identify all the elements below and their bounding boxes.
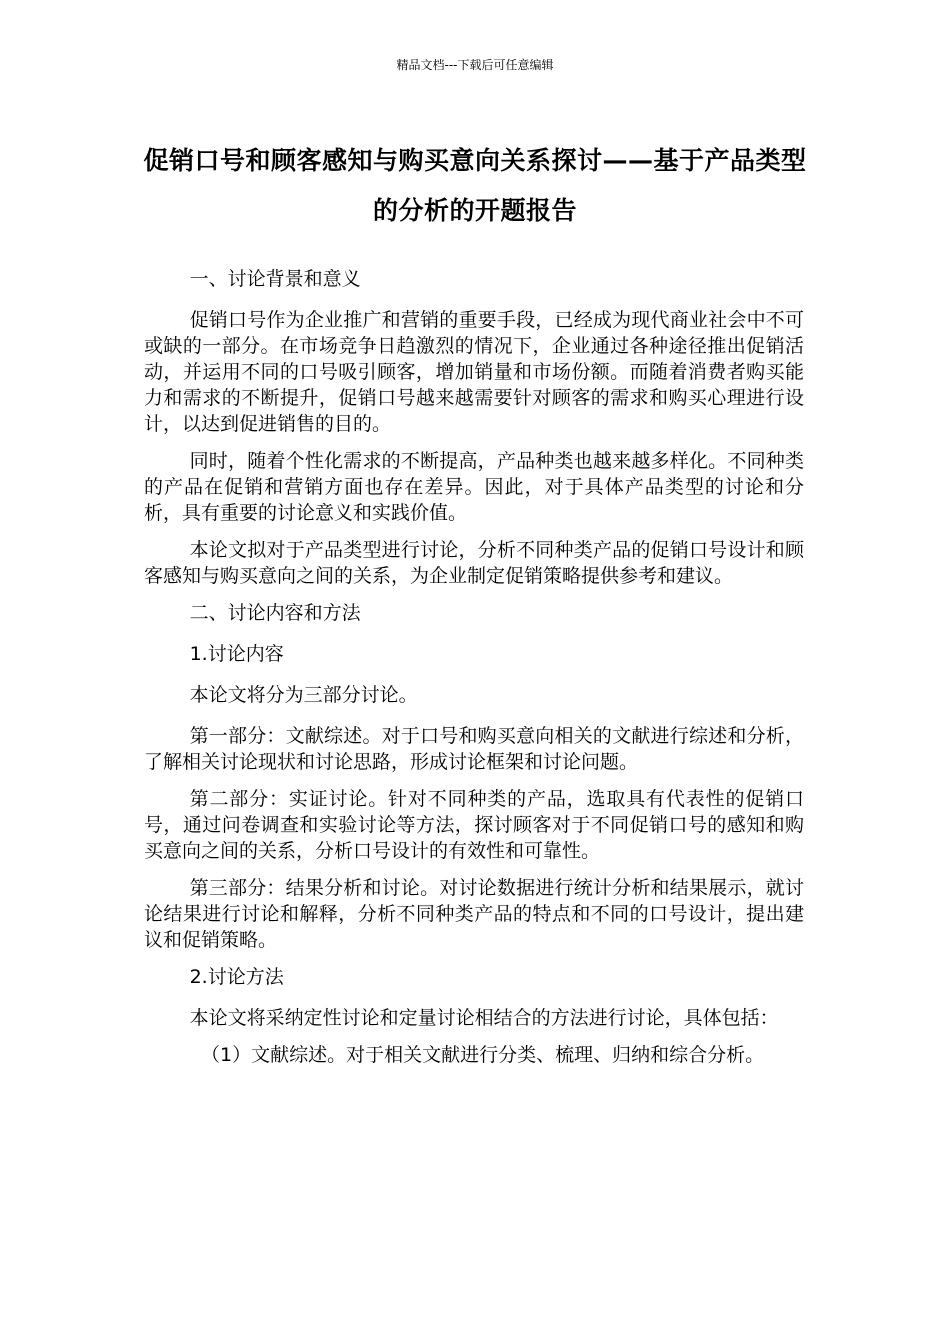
list-item-literature-review: （1）文献综述。对于相关文献进行分类、梳理、归纳和综合分析。	[201, 1044, 765, 1066]
subheading-method: 2.讨论方法	[189, 966, 284, 988]
document-body	[144, 266, 804, 1079]
subheading-content: 1.讨论内容	[189, 643, 284, 665]
paragraph-part-three: 第三部分：结果分析和讨论。对讨论数据进行统计分析和结果展示，就讨论结果进行讨论和解释，分析不同种类产品的特点和不同的口号设计，提出建议和促销策略。	[144, 877, 804, 951]
paragraph-three-parts: 本论文将分为三部分讨论。	[189, 684, 418, 706]
document-title: 促销口号和顾客感知与购买意向关系探讨——基于产品类型的分析的开题报告	[143, 146, 807, 225]
paragraph-background-1: 促销口号作为企业推广和营销的重要手段，已经成为现代商业社会中不可或缺的一部分。在市场竞争日趋激烈的情况下，企业通过各种途径推出促销活动，并运用不同的口号吸引顾客，增加销量和市场份额。而随着消费者购买能力和需求的不断提升，促销口号越来越需要针对顾客的需求和购买心理进行设计，以达到促进销售的目的。	[144, 309, 804, 435]
paragraph-background-3: 本论文拟对于产品类型进行讨论，分析不同种类产品的促销口号设计和顾客感知与购买意向之间的关系，为企业制定促销策略提供参考和建议。	[144, 539, 804, 587]
paragraph-method-intro: 本论文将采纳定性讨论和定量讨论相结合的方法进行讨论，具体包括：	[189, 1007, 779, 1029]
header-note: 精品文档---下载后可任意编辑	[396, 58, 554, 72]
paragraph-part-one: 第一部分：文献综述。对于口号和购买意向相关的文献进行综述和分析，了解相关讨论现状和讨论思路，形成讨论框架和讨论问题。	[144, 725, 804, 773]
section-heading-content-method: 二、讨论内容和方法	[189, 602, 361, 624]
paragraph-part-two: 第二部分：实证讨论。针对不同种类的产品，选取具有代表性的促销口号，通过问卷调查和实验讨论等方法，探讨顾客对于不同促销口号的感知和购买意向之间的关系，分析口号设计的有效性和可靠性。	[144, 788, 804, 862]
paragraph-background-2: 同时，随着个性化需求的不断提高，产品种类也越来越多样化。不同种类的产品在促销和营销方面也存在差异。因此，对于具体产品类型的讨论和分析，具有重要的讨论意义和实践价值。	[144, 450, 804, 524]
section-heading-background: 一、讨论背景和意义	[189, 268, 361, 290]
